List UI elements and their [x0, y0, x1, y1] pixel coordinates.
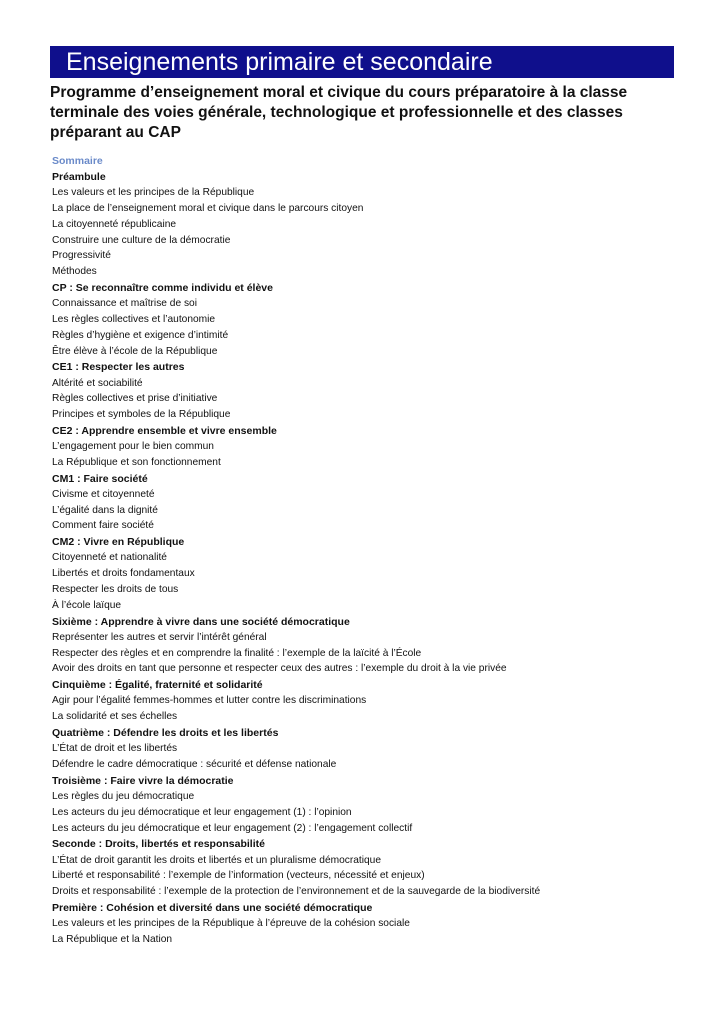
- toc-entry[interactable]: Règles collectives et prise d’initiative: [52, 393, 218, 405]
- toc-entry[interactable]: Être élève à l’école de la République: [52, 345, 218, 357]
- toc-entry[interactable]: Comment faire société: [52, 520, 154, 532]
- toc-entry[interactable]: L’État de droit garantit les droits et libertés et un pluralisme démocratique: [52, 854, 382, 866]
- toc-entry-list: [52, 376, 672, 423]
- toc-entry[interactable]: Civisme et citoyenneté: [52, 488, 155, 500]
- document-title: Programme d’enseignement moral et civique du cours préparatoire à la classe terminale des voies générale, technologique et professionnelle et des classes préparant au CAP: [50, 84, 628, 141]
- toc-section: [52, 423, 672, 471]
- toc-entry[interactable]: La citoyenneté républicaine: [52, 218, 177, 230]
- toc-section: [52, 725, 672, 773]
- toc-entry-list: [52, 185, 672, 280]
- toc-entry[interactable]: Connaissance et maîtrise de soi: [52, 298, 197, 310]
- toc-section: [52, 677, 672, 725]
- banner-title: Enseignements primaire et secondaire: [66, 48, 493, 76]
- toc-entry[interactable]: Représenter les autres et servir l’intérêt général: [52, 631, 267, 643]
- toc-entry[interactable]: Respecter les droits de tous: [52, 584, 179, 596]
- toc-section-title[interactable]: Seconde : Droits, libertés et responsabilité: [52, 838, 265, 851]
- toc-entry[interactable]: Les acteurs du jeu démocratique et leur engagement (2) : l’engagement collectif: [52, 822, 413, 834]
- toc-entry[interactable]: Construire une culture de la démocratie: [52, 234, 231, 246]
- toc-entry-list: [52, 630, 672, 677]
- toc-entry[interactable]: La place de l’enseignement moral et civique dans le parcours citoyen: [52, 202, 364, 214]
- summary-label: Sommaire: [52, 155, 103, 167]
- toc-entry[interactable]: Agir pour l’égalité femmes-hommes et lutter contre les discriminations: [52, 695, 367, 707]
- toc-entry[interactable]: Les valeurs et les principes de la République: [52, 187, 255, 199]
- toc-entry[interactable]: Progressivité: [52, 250, 111, 262]
- toc-section-title[interactable]: Troisième : Faire vivre la démocratie: [52, 774, 234, 787]
- toc-section: [52, 773, 672, 837]
- toc-section-title[interactable]: CM1 : Faire société: [52, 472, 148, 485]
- toc-section-title[interactable]: CE2 : Apprendre ensemble et vivre ensemble: [52, 424, 277, 437]
- toc-section: [52, 169, 672, 280]
- toc-entry[interactable]: Principes et symboles de la République: [52, 409, 231, 421]
- toc-entry-list: [52, 487, 672, 534]
- toc-entry[interactable]: Les valeurs et les principes de la République à l’épreuve de la cohésion sociale: [52, 918, 410, 930]
- toc-section: [52, 359, 672, 423]
- toc-entry-list: [52, 550, 672, 613]
- toc-section-title[interactable]: Quatrième : Défendre les droits et les libertés: [52, 727, 279, 740]
- toc-entry[interactable]: Les acteurs du jeu démocratique et leur engagement (1) : l’opinion: [52, 806, 352, 818]
- toc-entry[interactable]: Citoyenneté et nationalité: [52, 552, 167, 564]
- toc-section-title[interactable]: CM2 : Vivre en République: [52, 536, 185, 549]
- toc-entry[interactable]: Les règles du jeu démocratique: [52, 790, 195, 802]
- toc-section: [52, 280, 672, 359]
- toc-entry[interactable]: Avoir des droits en tant que personne et respecter ceux des autres : l’exemple du droit à la vie privée: [52, 663, 507, 675]
- toc-entry-list: [52, 741, 672, 773]
- toc-section-title[interactable]: Cinquième : Égalité, fraternité et solidarité: [52, 679, 263, 692]
- toc-entry[interactable]: La solidarité et ses échelles: [52, 711, 178, 723]
- toc-entry[interactable]: Altérité et sociabilité: [52, 377, 143, 389]
- toc-entry[interactable]: L’égalité dans la dignité: [52, 504, 158, 516]
- toc-section-title[interactable]: Première : Cohésion et diversité dans une société démocratique: [52, 901, 373, 914]
- toc-entry[interactable]: Défendre le cadre démocratique : sécurité et défense nationale: [52, 759, 337, 770]
- toc-entry[interactable]: Les règles collectives et l’autonomie: [52, 313, 216, 325]
- toc-section-title[interactable]: CP : Se reconnaître comme individu et élève: [52, 281, 273, 294]
- toc-entry[interactable]: Libertés et droits fondamentaux: [52, 568, 195, 580]
- toc-entry[interactable]: Respecter des règles et en comprendre la finalité : l’exemple de la laïcité à l’École: [52, 647, 422, 659]
- toc-section-title[interactable]: Préambule: [52, 171, 106, 183]
- toc-entry[interactable]: La République et la Nation: [52, 933, 173, 945]
- toc-entry-list: [52, 789, 672, 836]
- toc-entry[interactable]: L’État de droit et les libertés: [52, 743, 178, 755]
- toc-entry[interactable]: Liberté et responsabilité : l’exemple de l’information (vecteurs, nécessité et enjeux): [52, 870, 425, 882]
- toc-entry[interactable]: Droits et responsabilité : l’exemple de la protection de l’environnement et de la sauvegarde de la biodiversité: [52, 886, 541, 898]
- toc-section: [52, 836, 672, 900]
- toc-section: [52, 900, 672, 948]
- toc-section: [52, 534, 672, 613]
- table-of-contents: [52, 169, 672, 948]
- toc-entry-list: [52, 853, 672, 900]
- toc-section: [52, 471, 672, 535]
- toc-section-title[interactable]: CE1 : Respecter les autres: [52, 361, 185, 374]
- toc-entry-list: [52, 439, 672, 471]
- toc-entry[interactable]: Méthodes: [52, 266, 97, 278]
- toc-entry[interactable]: À l’école laïque: [52, 599, 122, 611]
- toc-section-title[interactable]: Sixième : Apprendre à vivre dans une société démocratique: [52, 615, 350, 628]
- toc-section: [52, 614, 672, 678]
- toc-entry[interactable]: L’engagement pour le bien commun: [52, 441, 214, 453]
- header-banner: [50, 46, 674, 78]
- toc-entry-list: [52, 693, 672, 725]
- toc-entry[interactable]: La République et son fonctionnement: [52, 456, 221, 468]
- toc-entry-list: [52, 296, 672, 359]
- toc-entry-list: [52, 916, 672, 948]
- toc-entry[interactable]: Règles d’hygiène et exigence d’intimité: [52, 329, 229, 341]
